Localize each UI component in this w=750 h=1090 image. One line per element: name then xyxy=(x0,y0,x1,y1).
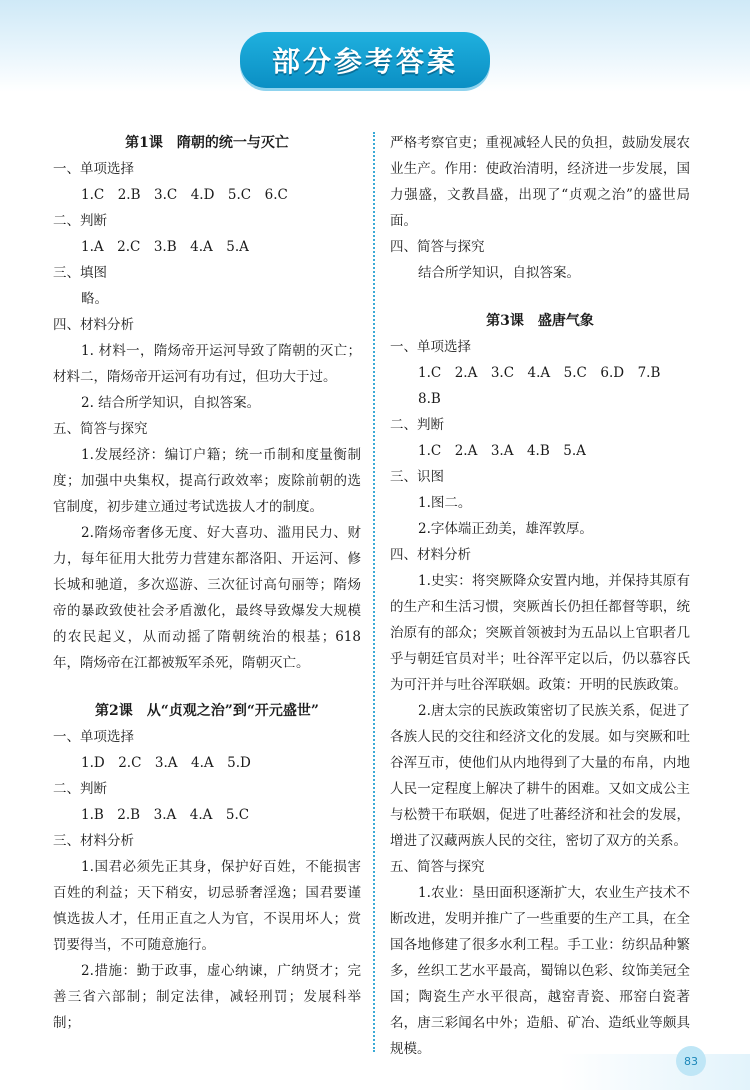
section-heading: 四、材料分析 xyxy=(390,547,471,563)
left-column xyxy=(53,130,361,1036)
section-heading: 三、填图 xyxy=(53,265,107,281)
section-heading: 四、材料分析 xyxy=(53,317,134,333)
page-number: 83 xyxy=(676,1046,706,1076)
section-heading: 一、单项选择 xyxy=(53,161,134,177)
section-heading: 五、简答与探究 xyxy=(390,859,485,875)
answer-paragraph: 1.史实：将突厥降众安置内地，并保持其原有的生产和生活习惯，突厥酋长仍担任都督等职，统治原有的部众；突厥首领被封为五品以上官职者几乎与朝廷官员对半；吐谷浑平定以后，仍以慕容氏为可汗并与吐谷浑联姻。政策：开明的民族政策。 xyxy=(390,573,690,693)
title-banner xyxy=(240,32,490,88)
answer-line: 1.C 2.B 3.C 4.D 5.C 6.C xyxy=(81,187,288,203)
answer-paragraph: 1.国君必须先正其身，保护好百姓，不能损害百姓的利益；天下稍安，切忌骄奢淫逸；国君要谨慎选拔人才，任用正直之人为官，不误用坏人；赏罚要得当，不可随意施行。 xyxy=(53,859,361,953)
answer-line: 1.A 2.C 3.B 4.A 5.A xyxy=(81,239,249,255)
section-heading: 一、单项选择 xyxy=(53,729,134,745)
section-heading: 二、判断 xyxy=(53,213,107,229)
answer-paragraph: 2. 结合所学知识，自拟答案。 xyxy=(81,395,261,411)
footer-wave xyxy=(560,1054,750,1090)
section-heading: 二、判断 xyxy=(390,417,444,433)
answer-paragraph: 1.农业：垦田面积逐渐扩大，农业生产技术不断改进，发明并推广了一些重要的生产工具，在全国各地修建了很多水利工程。手工业：纺织品种繁多，丝织工艺水平最高，蜀锦以色彩、纹饰美冠全国；陶瓷生产水平很高，越窑青瓷、邢窑白瓷著名，唐三彩闻名中外；造船、矿冶、造纸业等颇具规模。 xyxy=(390,885,690,1057)
answer-paragraph: 2.隋炀帝奢侈无度、好大喜功、滥用民力、财力，每年征用大批劳力营建东都洛阳、开运河、修长城和驰道，多次巡游、三次征讨高句丽等；隋炀帝的暴政致使社会矛盾激化，最终导致爆发大规模的农民起义，从而动摇了隋朝统治的根基；618年，隋炀帝在江都被叛军杀死，隋朝灭亡。 xyxy=(53,525,361,671)
section-heading: 三、材料分析 xyxy=(53,833,134,849)
answer-paragraph: 1.发展经济：编订户籍；统一币制和度量衡制度；加强中央集权，提高行政效率；废除前朝的选官制度，初步建立通过考试选拔人才的制度。 xyxy=(53,447,361,515)
column-divider xyxy=(373,132,375,1052)
answer-line: 结合所学知识，自拟答案。 xyxy=(418,265,580,281)
answer-paragraph: 1. 材料一，隋炀帝开运河导致了隋朝的灭亡；材料二，隋炀帝开运河有功有过，但功大于过。 xyxy=(53,343,361,385)
answer-paragraph: 2.唐太宗的民族政策密切了民族关系，促进了各族人民的交往和经济文化的发展。如与突厥和吐谷浑互市，使他们从内地得到了大量的布帛，内地人民一定程度上解决了耕牛的困难。又如文成公主与松赞干布联姻，促进了吐蕃经济和社会的发展，增进了汉藏两族人民的交往，密切了双方的关系。 xyxy=(390,703,690,849)
answer-line: 1.C 2.A 3.A 4.B 5.A xyxy=(418,443,586,459)
answer-paragraph: 严格考察官吏；重视减轻人民的负担，鼓励发展农业生产。作用：使政治清明，经济进一步发展，国力强盛，文教昌盛，出现了“贞观之治”的盛世局面。 xyxy=(390,135,690,229)
answer-line: 1.图二。 xyxy=(418,495,472,511)
section-heading: 二、判断 xyxy=(53,781,107,797)
section-heading: 三、识图 xyxy=(390,469,444,485)
section-heading: 四、简答与探究 xyxy=(390,239,485,255)
answer-line: 略。 xyxy=(81,291,108,307)
answer-line: 1.D 2.C 3.A 4.A 5.D xyxy=(81,755,251,771)
lesson-1-title: 第1课 隋朝的统一与灭亡 xyxy=(125,135,289,151)
lesson-2-title: 第2课 从“贞观之治”到“开元盛世” xyxy=(95,703,319,719)
answer-line: 1.C 2.A 3.C 4.A 5.C 6.D 7.B 8.B xyxy=(418,365,674,407)
page-title: 部分参考答案 xyxy=(271,45,458,78)
answer-line: 2.字体端正劲美，雄浑敦厚。 xyxy=(418,521,593,537)
section-heading: 一、单项选择 xyxy=(390,339,471,355)
answer-line: 1.B 2.B 3.A 4.A 5.C xyxy=(81,807,250,823)
section-heading: 五、简答与探究 xyxy=(53,421,148,437)
right-column xyxy=(390,130,690,1062)
lesson-3-title: 第3课 盛唐气象 xyxy=(486,313,594,329)
answer-paragraph: 2.措施：勤于政事，虚心纳谏，广纳贤才；完善三省六部制；制定法律，减轻刑罚；发展科举制； xyxy=(53,963,361,1031)
